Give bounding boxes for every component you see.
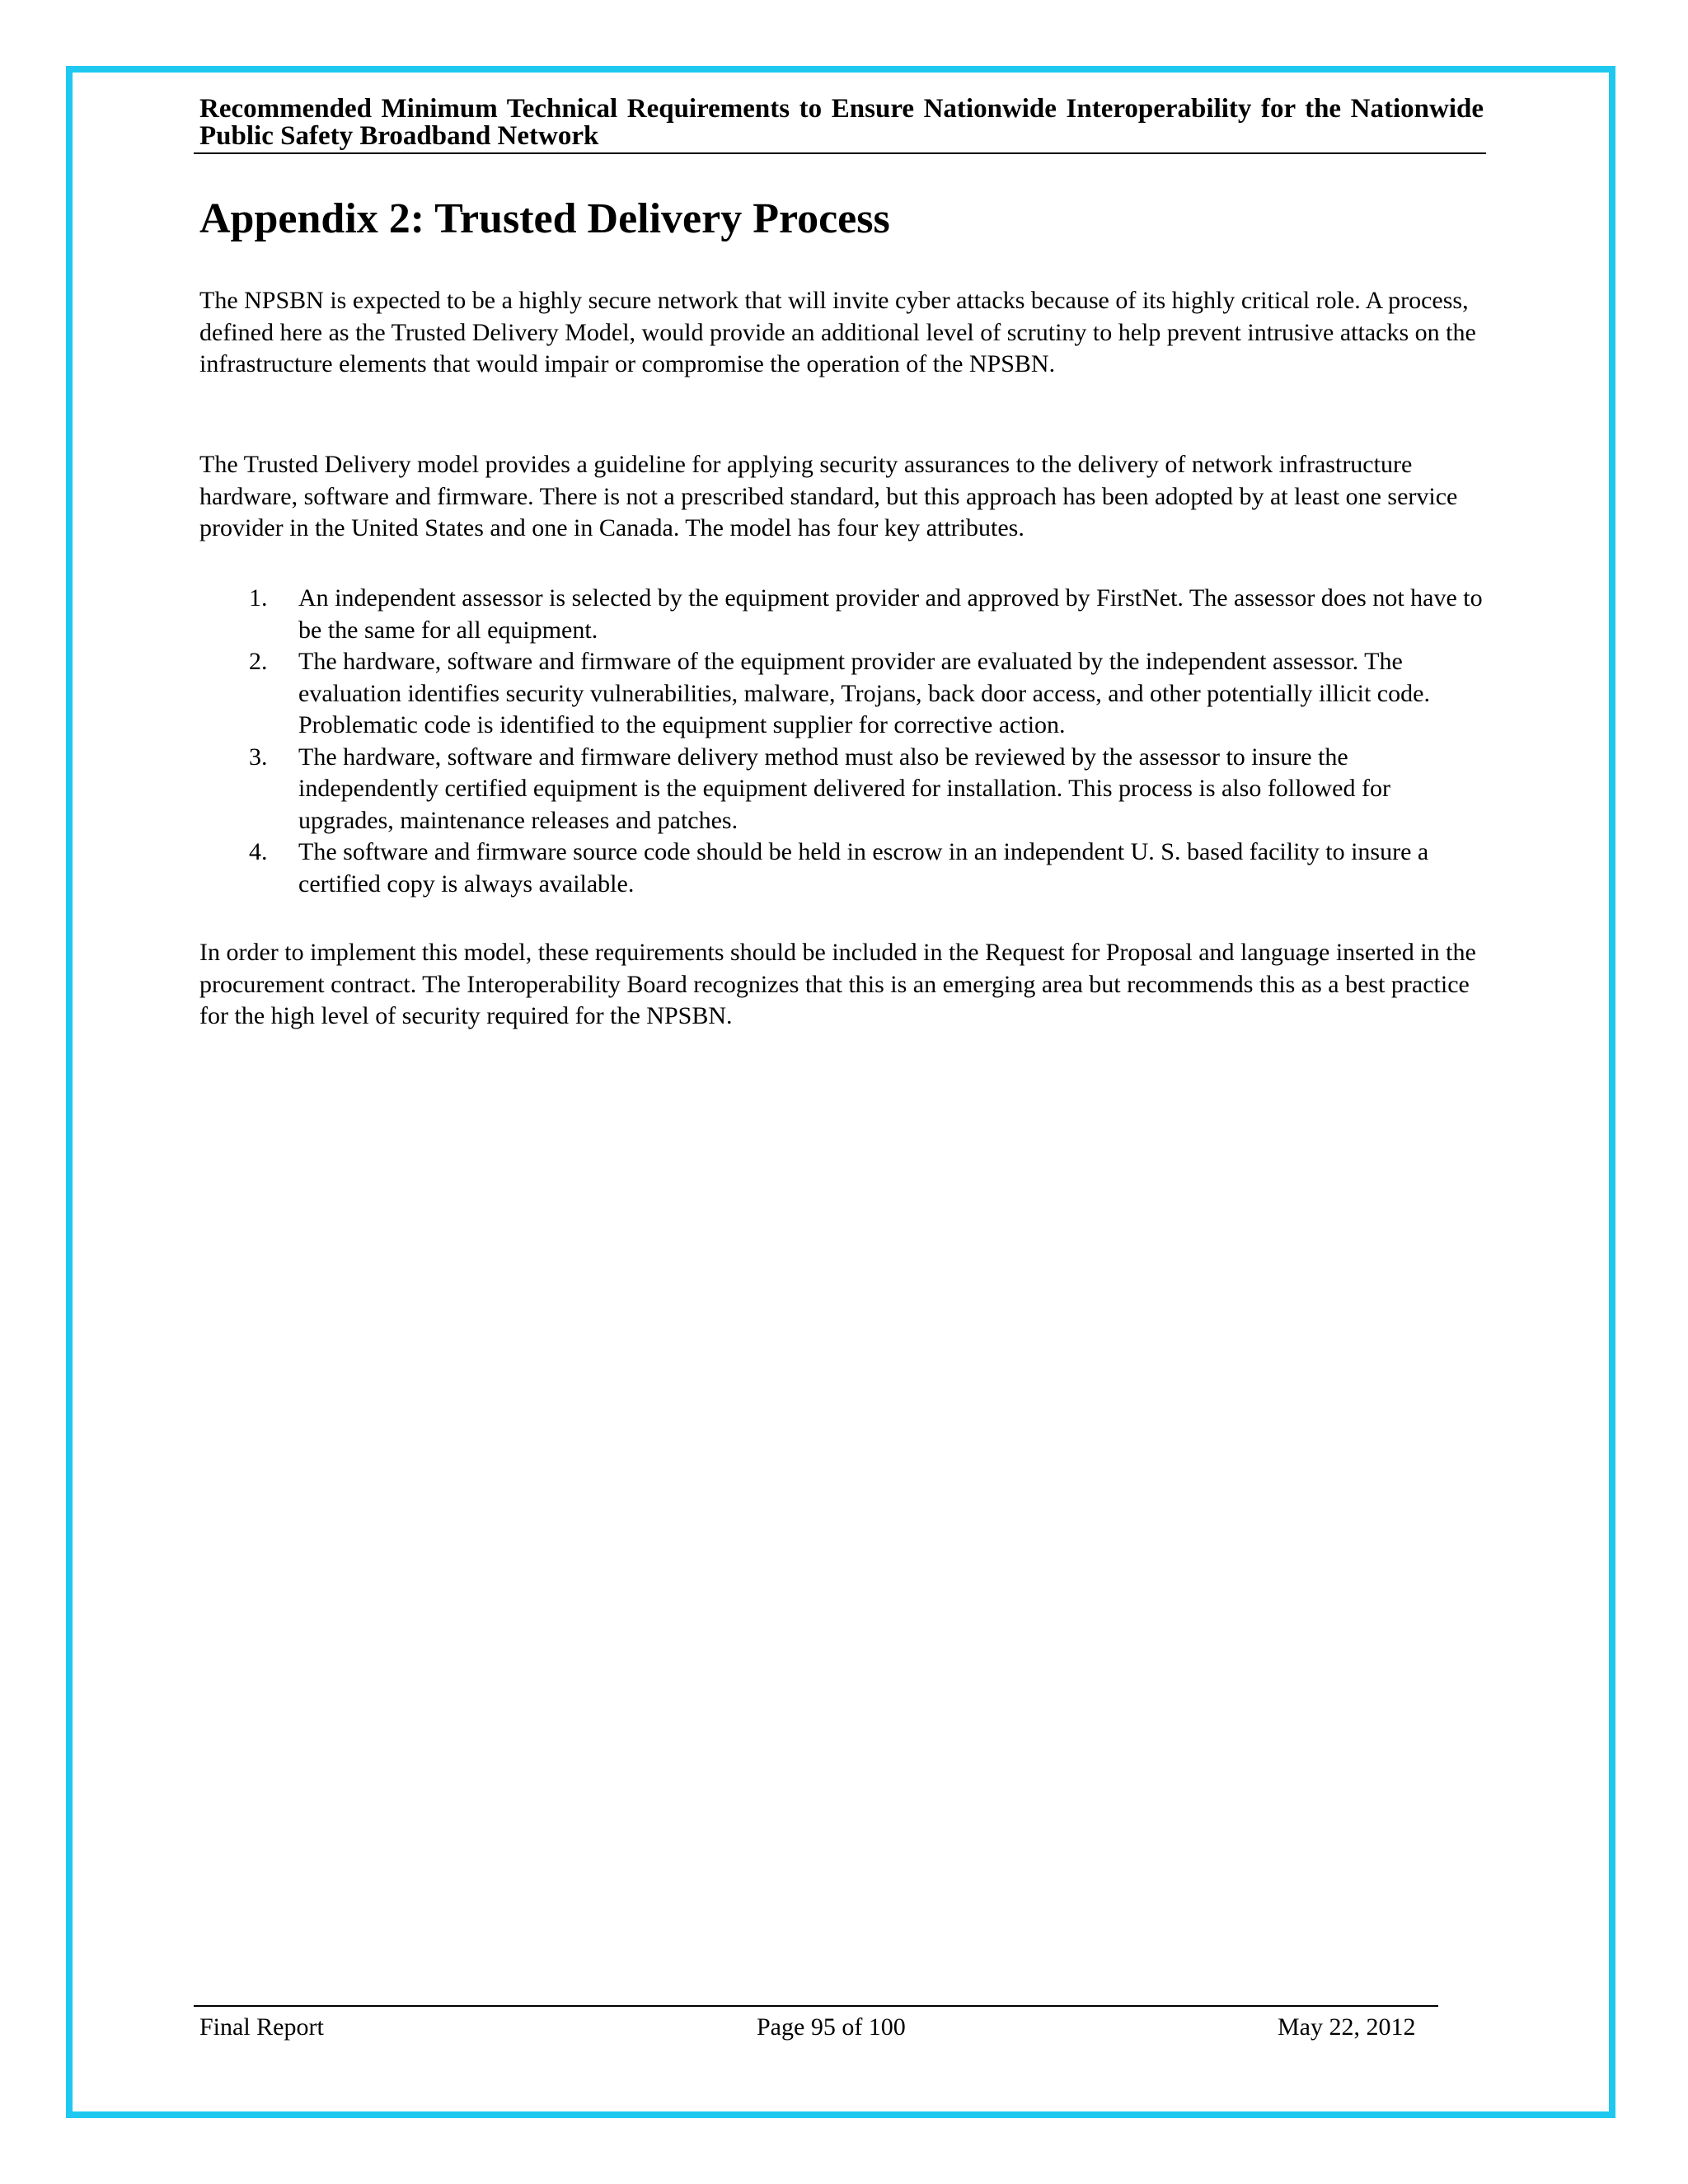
list-item	[199, 837, 1485, 900]
running-header-title: Recommended Minimum Technical Requirements to Ensure Nationwide Interoperability for the Nationwide Public Safety Broadband Network	[199, 94, 1484, 151]
list-item-text: The software and firmware source code should be held in escrow in an independent U. S. based facility to insure a certified copy is always available.	[298, 838, 1429, 898]
list-item-number: 3.	[249, 743, 268, 771]
list-item	[199, 742, 1485, 837]
list-item-number: 4.	[249, 838, 268, 865]
list-item-text: The hardware, software and firmware delivery method must also be reviewed by the assessor to insure the independently certified equipment is the equipment delivered for installation. This process is also followed for upgrades, maintenance releases and patches.	[298, 743, 1390, 834]
conclusion-paragraph: In order to implement this model, these requirements should be included in the Request for Proposal and language inserted in the procurement contract. The Interoperability Board recognizes that this is an emerging area but recommends this as a best practice for the high level of security required for the NPSBN.	[199, 939, 1476, 1029]
header-rule	[194, 152, 1486, 154]
list-item-number: 1.	[249, 584, 268, 612]
footer-page-number: Page 95 of 100	[757, 2013, 906, 2041]
list-item-text: An independent assessor is selected by the equipment provider and approved by FirstNet. The assessor does not have to be the same for all equipment.	[298, 584, 1483, 644]
intro-paragraph: The NPSBN is expected to be a highly secure network that will invite cyber attacks because of its highly critical role. A process, defined here as the Trusted Delivery Model, would provide an additional level of scrutiny to help prevent intrusive attacks on the infrastructure elements that would impair or compromise the operation of the NPSBN.	[199, 287, 1476, 377]
model-paragraph: The Trusted Delivery model provides a guideline for applying security assurances to the delivery of network infrastructure hardware, software and firmware. There is not a prescribed standard, but this approach has been adopted by at least one service provider in the United States and one in Canada. The model has four key attributes.	[199, 451, 1458, 541]
footer-report-label: Final Report	[199, 2013, 324, 2041]
list-item-text: The hardware, software and firmware of the equipment provider are evaluated by the independent assessor. The evaluation identifies security vulnerabilities, malware, Trojans, back door access, and other potentially illicit code. Problematic code is identified to the equipment supplier for corrective action.	[298, 648, 1430, 738]
footer-date: May 22, 2012	[1278, 2013, 1416, 2041]
list-item-number: 2.	[249, 648, 268, 675]
attributes-list	[199, 583, 1485, 900]
list-item	[199, 583, 1485, 646]
list-item	[199, 646, 1485, 742]
running-header	[199, 96, 1484, 150]
section-title: Appendix 2: Trusted Delivery Process	[199, 195, 890, 242]
footer-rule	[194, 2005, 1438, 2007]
